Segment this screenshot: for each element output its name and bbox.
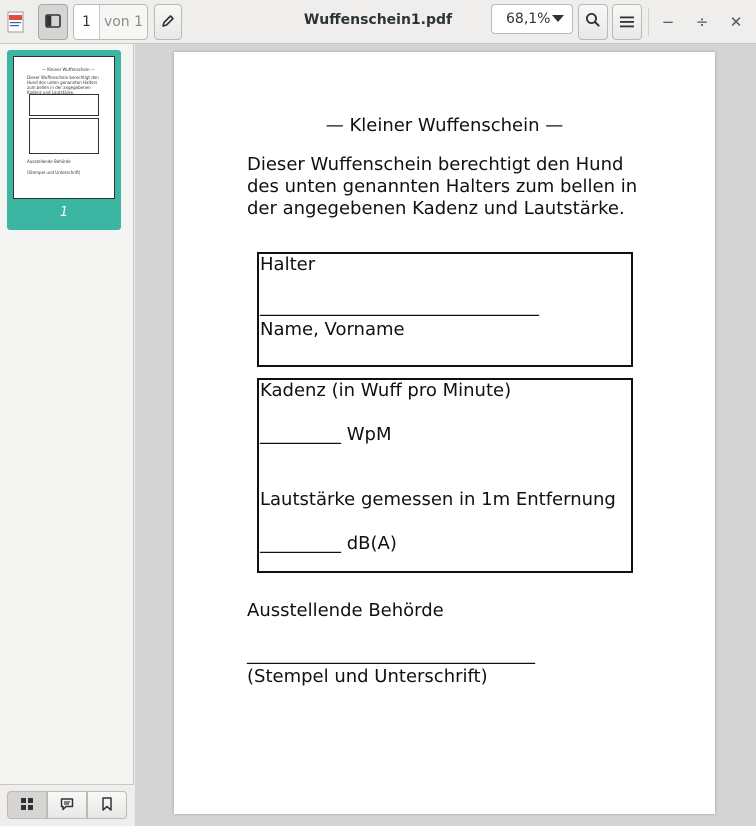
maximize-button[interactable]: ÷ bbox=[695, 13, 709, 31]
header-bar bbox=[0, 0, 756, 44]
bookmarks-view-button[interactable] bbox=[87, 791, 127, 819]
wpm-line: _________ WpM bbox=[260, 424, 392, 445]
document-canvas[interactable] bbox=[135, 44, 756, 826]
zoom-value: 68,1% bbox=[506, 11, 551, 27]
thumbnails-grid-icon bbox=[20, 796, 34, 815]
thumbnail-box-halter bbox=[29, 94, 99, 116]
thumbnail-behoerde: Ausstellende Behörde bbox=[27, 159, 71, 164]
hamburger-menu-icon bbox=[620, 13, 634, 32]
bookmark-icon bbox=[101, 796, 113, 815]
thumbnail-page-number: 1 bbox=[59, 205, 69, 220]
halter-signature-line: _______________________________ bbox=[260, 296, 539, 317]
thumbnail-intro: Dieser Wuffenschein berechtigt den Hund des unten genannten Halters zum bellen in der angegebenen Kadenz und Lautstärke. bbox=[27, 75, 99, 95]
page-navigator bbox=[73, 4, 148, 40]
kadenz-label: Kadenz (in Wuff pro Minute) bbox=[260, 380, 512, 401]
halter-box bbox=[257, 252, 633, 367]
chevron-down-icon bbox=[552, 15, 564, 22]
kadenz-box bbox=[257, 378, 633, 573]
search-icon bbox=[585, 12, 601, 32]
main-menu-button[interactable] bbox=[612, 4, 642, 40]
thumbnail-sidebar bbox=[0, 44, 134, 826]
document-title: — Kleiner Wuffenschein — bbox=[325, 115, 564, 136]
sidebar-view-switcher bbox=[0, 784, 134, 826]
close-button[interactable]: ✕ bbox=[729, 13, 743, 31]
toolbar-separator bbox=[648, 8, 649, 36]
lautstaerke-label: Lautstärke gemessen in 1m Entfernung bbox=[260, 489, 616, 510]
document-page bbox=[174, 52, 715, 814]
page-count-label: von 1 bbox=[103, 14, 144, 30]
search-button[interactable] bbox=[578, 4, 608, 40]
minimize-button[interactable]: − bbox=[661, 13, 675, 31]
document-intro: Dieser Wuffenschein berechtigt den Hund des unten genannten Halters zum bellen in der angegebenen Kadenz und Lautstärke. bbox=[247, 154, 638, 219]
signature-label: (Stempel und Unterschrift) bbox=[247, 666, 488, 687]
pdf-app-icon bbox=[6, 10, 26, 34]
pencil-icon bbox=[161, 13, 175, 32]
halter-label: Halter bbox=[260, 254, 316, 275]
annotations-view-button[interactable] bbox=[47, 791, 87, 819]
thumbnail-title: — Kleiner Wuffenschein — bbox=[42, 67, 95, 72]
sidebar-toggle-button[interactable] bbox=[38, 4, 68, 40]
behoerde-label: Ausstellende Behörde bbox=[247, 600, 444, 621]
thumbnail-image bbox=[13, 56, 115, 199]
sidebar-toggle-icon bbox=[45, 13, 61, 32]
page-number-input[interactable] bbox=[74, 5, 100, 39]
annotate-button[interactable] bbox=[154, 4, 182, 40]
page-thumbnail[interactable] bbox=[7, 50, 121, 230]
db-line: _________ dB(A) bbox=[260, 533, 397, 554]
window-title: Wuffenschein1.pdf bbox=[303, 12, 453, 28]
zoom-select[interactable] bbox=[491, 4, 573, 34]
thumbnails-view-button[interactable] bbox=[7, 791, 47, 819]
thumbnail-box-kadenz bbox=[29, 118, 99, 154]
thumbnail-sign-label: (Stempel und Unterschrift) bbox=[27, 170, 81, 175]
name-label: Name, Vorname bbox=[260, 319, 405, 340]
signature-line: ________________________________ bbox=[247, 644, 535, 665]
annotations-icon bbox=[60, 796, 74, 815]
